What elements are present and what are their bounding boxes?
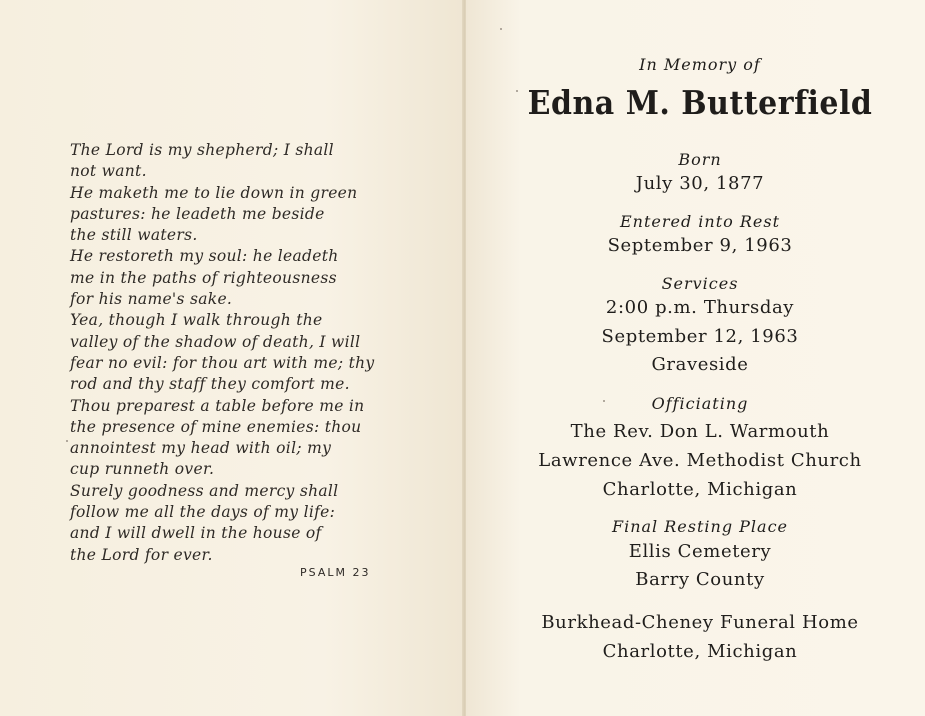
born-label: Born [678,150,722,169]
services-place: Graveside [651,354,749,375]
psalm-line: He maketh me to lie down in green [70,183,358,202]
services-date: September 12, 1963 [601,326,799,347]
county-name: Barry County [635,569,765,590]
born-date: July 30, 1877 [635,173,765,194]
psalm-line: the still waters. [70,226,198,245]
cemetery-name: Ellis Cemetery [628,541,772,562]
deceased-name: Edna M. Butterfield [527,84,873,123]
psalm-line: He restoreth my soul: he leadeth [70,247,339,266]
psalm-line: not want. [70,162,147,181]
paper-speck [66,440,68,442]
psalm-line: valley of the shadow of death, I will [70,332,361,351]
church-name: Lawrence Ave. Methodist Church [538,450,862,471]
psalm-line: the presence of mine enemies: thou [70,417,362,436]
psalm-line: rod and thy staff they comfort me. [70,375,350,394]
psalm-line: pastures: he leadeth me beside [70,204,325,223]
paper-speck [516,90,518,92]
resting-place-label: Final Resting Place [611,517,789,536]
officiant-name: The Rev. Don L. Warmouth [570,421,830,442]
psalm-line: cup runneth over. [70,460,215,479]
memorial-heading: In Memory of [639,55,761,74]
funeral-home-name: Burkhead-Cheney Funeral Home [541,612,859,633]
rest-date: September 9, 1963 [607,235,793,256]
church-city: Charlotte, Michigan [602,479,798,500]
rest-label: Entered into Rest [619,212,781,231]
psalm-line: The Lord is my shepherd; I shall [70,141,334,159]
psalm-line: follow me all the days of my life: [70,503,336,522]
officiating-label: Officiating [651,394,749,413]
psalm-line: fear no evil: for thou art with me; thy [70,353,375,372]
services-time: 2:00 p.m. Thursday [605,297,795,318]
psalm-text [70,140,440,566]
paper-speck [500,28,502,30]
psalm-line: me in the paths of righteousness [70,268,337,287]
psalm-line: Yea, though I walk through the [70,311,323,330]
paper-speck [603,400,605,402]
psalm-line: and I will dwell in the house of [70,524,322,543]
psalm-line: for his name's sake. [70,290,233,309]
psalm-reference: PSALM 23 [300,566,371,579]
psalm-line: annointest my head with oil; my [70,439,332,458]
psalm-line: Thou preparest a table before me in [70,396,365,415]
psalm-line: the Lord for ever. [70,545,213,564]
services-label: Services [661,274,739,293]
psalm-line: Surely goodness and mercy shall [70,481,339,500]
funeral-home-city: Charlotte, Michigan [602,641,798,662]
